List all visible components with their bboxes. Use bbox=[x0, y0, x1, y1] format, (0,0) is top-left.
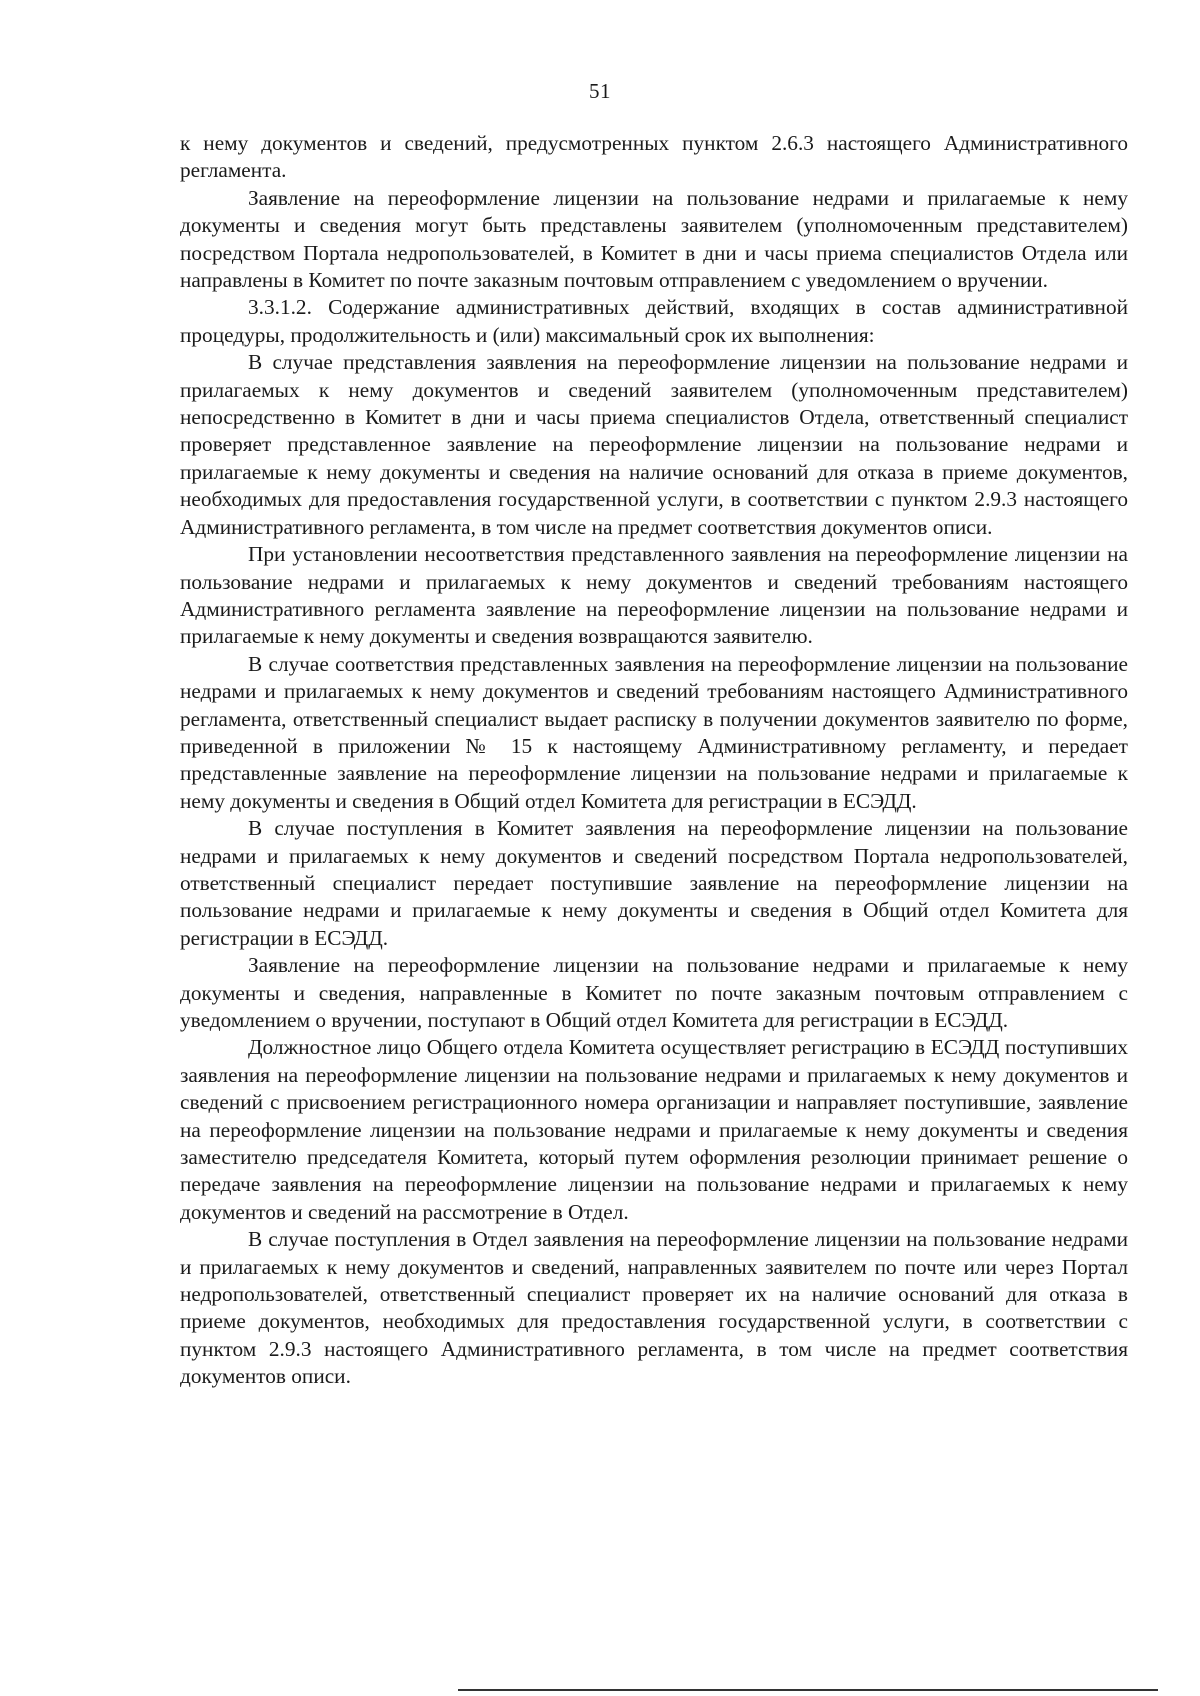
paragraph-section-3-3-1-2: 3.3.1.2. Содержание административных действий, входящих в состав административной процедуры, продолжительность и (или) максимальный срок их выполнения: bbox=[180, 295, 1128, 347]
paragraph-registration: Должностное лицо Общего отдела Комитета осуществляет регистрацию в ЕСЭДД поступивших заявления на переоформление лицензии на пользование недрами и прилагаемых к нему документов и сведений с присвоением регистрационного номера организации и направляет поступившие, заявление на переоформление лицензии на пользование недрами и прилагаемые к нему документы и сведения заместителю председателя Комитета, который путем оформления резолюции принимает решение о передаче заявления на переоформление лицензии на пользование недрами и прилагаемых к нему документов и сведений на рассмотрение в Отдел. bbox=[180, 1035, 1128, 1224]
paragraph-continuation: к нему документов и сведений, предусмотренных пунктом 2.6.3 настоящего Административного регламента. bbox=[180, 131, 1128, 183]
document-body bbox=[180, 130, 1128, 1391]
paragraph-in-person-submission: В случае представления заявления на переоформление лицензии на пользование недрами и прилагаемых к нему документов и сведений заявителем (уполномоченным представителем) непосредственно в Комитет в дни и часы приема специалистов Отдела, ответственный специалист проверяет представленное заявление на переоформление лицензии на пользование недрами и прилагаемые к нему документы и сведения на наличие оснований для отказа в приеме документов, необходимых для предоставления государственной услуги, в соответствии с пунктом 2.9.3 настоящего Административного регламента, в том числе на предмет соответствия документов описи. bbox=[180, 350, 1128, 539]
page-number: 51 bbox=[589, 79, 611, 103]
paragraph-portal-submission: В случае поступления в Комитет заявления на переоформление лицензии на пользование недрами и прилагаемых к нему документов и сведений посредством Портала недропользователей, ответственный специалист передает поступившие заявление на переоформление лицензии на пользование недрами и прилагаемые к нему документы и сведения в Общий отдел Комитета для регистрации в ЕСЭДД. bbox=[180, 816, 1128, 950]
paragraph-postal-submission: Заявление на переоформление лицензии на пользование недрами и прилагаемые к нему документы и сведения, направленные в Комитет по почте заказным почтовым отправлением с уведомлением о вручении, поступают в Общий отдел Комитета для регистрации в ЕСЭДД. bbox=[180, 953, 1128, 1032]
paragraph-conformity-receipt: В случае соответствия представленных заявления на переоформление лицензии на пользование недрами и прилагаемых к нему документов и сведений требованиям настоящего Административного регламента, ответственный специалист выдает расписку в получении документов заявителю по форме, приведенной в приложении № 15 к настоящему Административному регламенту, и передает представленные заявление на переоформление лицензии на пользование недрами и прилагаемые к нему документы и сведения в Общий отдел Комитета для регистрации в ЕСЭДД. bbox=[180, 651, 1128, 813]
paragraph-department-review: В случае поступления в Отдел заявления на переоформление лицензии на пользование недрами и прилагаемых к нему документов и сведений, направленных заявителем по почте или через Портал недропользователей, ответственный специалист проверяет их на наличие оснований для отказа в приеме документов, необходимых для предоставления государственной услуги, в соответствии с пунктом 2.9.3 настоящего Административного регламента, в том числе на предмет соответствия документов описи. bbox=[180, 1227, 1128, 1389]
paragraph-nonconformity-return: При установлении несоответствия представленного заявления на переоформление лицензии на пользование недрами и прилагаемых к нему документов и сведений требованиям настоящего Административного регламента заявление на переоформление лицензии на пользование недрами и прилагаемые к нему документы и сведения возвращаются заявителю. bbox=[180, 542, 1128, 649]
paragraph-submission-channels: Заявление на переоформление лицензии на пользование недрами и прилагаемые к нему документы и сведения могут быть представлены заявителем (уполномоченным представителем) посредством Портала недропользователей, в Комитет в дни и часы приема специалистов Отдела или направлены в Комитет по почте заказным почтовым отправлением с уведомлением о вручении. bbox=[180, 185, 1128, 293]
page-bottom-rule bbox=[458, 1689, 1158, 1691]
